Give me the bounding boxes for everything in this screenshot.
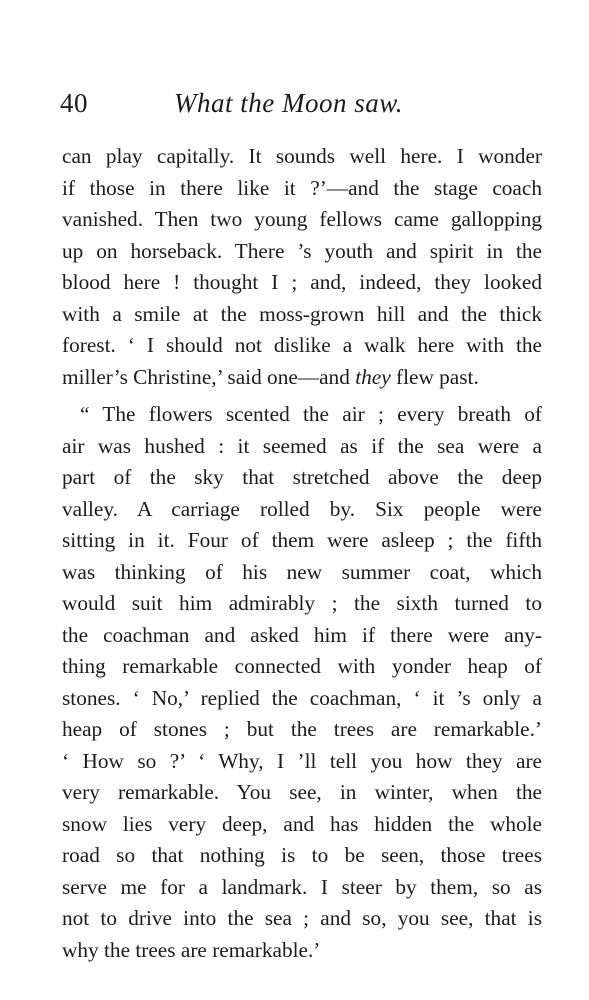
text-line: would suit him admirably ; the sixth turned to	[62, 591, 542, 615]
text-line: part of the sky that stretched above the deep	[62, 465, 542, 489]
text-line: with a smile at the moss-grown hill and the thick	[62, 301, 542, 326]
text-line: stones. ‘ No,’ replied the coachman, ‘ it ’s only a	[62, 685, 542, 710]
text-line: “ The flowers scented the air ; every breath of	[80, 402, 542, 426]
body-text	[62, 141, 542, 966]
italic-word: they	[355, 364, 391, 389]
text-segment: miller’s Christine,’ said one—and	[62, 364, 356, 389]
page-header	[60, 85, 540, 121]
text-line: if those in there like it ?’—and the stage coach	[62, 175, 542, 200]
page-number: 40	[60, 88, 88, 118]
text-line: not to drive into the sea ; and so, you see, that is	[62, 906, 542, 930]
text-line: valley. A carriage rolled by. Six people were	[62, 496, 542, 521]
text-line: serve me for a landmark. I steer by them, so as	[62, 874, 542, 899]
text-line: blood here ! thought I ; and, indeed, they looked	[62, 270, 542, 294]
text-line: the coachman and asked him if there were any-	[62, 622, 542, 647]
text-line	[62, 362, 542, 394]
text-line: vanished. Then two young fellows came gallopping	[62, 207, 542, 231]
text-line: heap of stones ; but the trees are remarkable.’	[62, 717, 542, 741]
running-title: What the Moon saw.	[174, 88, 403, 118]
text-segment: flew past.	[390, 364, 479, 389]
text-line: can play capitally. It sounds well here. I wonder	[62, 144, 542, 168]
text-line: thing remarkable connected with yonder heap of	[62, 654, 542, 678]
text-line: snow lies very deep, and has hidden the whole	[62, 811, 542, 836]
text-line: up on horseback. There ’s youth and spirit in the	[62, 238, 542, 263]
text-line: air was hushed : it seemed as if the sea were a	[62, 433, 542, 458]
text-line: was thinking of his new summer coat, which	[62, 559, 542, 584]
text-line: why the trees are remarkable.’	[62, 937, 321, 962]
text-line: very remarkable. You see, in winter, when the	[62, 780, 542, 804]
text-line: road so that nothing is to be seen, those trees	[62, 843, 542, 867]
text-line: forest. ‘ I should not dislike a walk here with the	[62, 333, 542, 357]
text-line: ‘ How so ?’ ‘ Why, I ’ll tell you how they are	[62, 748, 542, 773]
text-line: sitting in it. Four of them were asleep ; the fifth	[62, 528, 542, 552]
